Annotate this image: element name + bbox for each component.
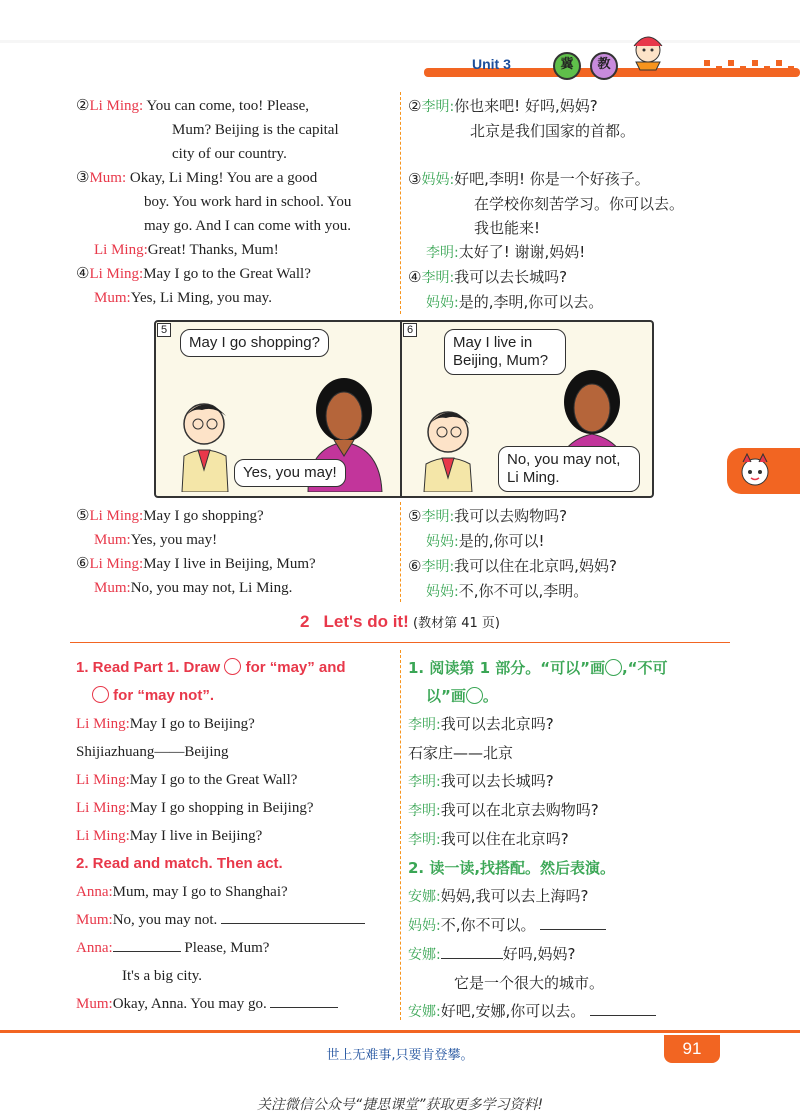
dialog-chinese: [408, 94, 728, 315]
exercise-line: 李明:我可以在北京去购物吗?: [408, 801, 599, 819]
dialog-line: boy. You work hard in school. You: [144, 194, 352, 210]
dialog-line: Mum:Yes, you may!: [94, 532, 218, 548]
footer-rule: [0, 1030, 800, 1033]
speech-bubble-mum-5: Yes, you may!: [234, 459, 346, 487]
section-title: [0, 612, 800, 632]
answer-blank[interactable]: [540, 915, 606, 930]
exercise-line: 安娜:好吧,安娜,你可以去。: [408, 997, 730, 1026]
checker-decoration: [700, 60, 800, 74]
page-number: 91: [664, 1035, 720, 1063]
exercise-line: It's a big city.: [122, 968, 203, 984]
watermark-text: 关注微信公众号“捷思课堂”获取更多学习资料!: [256, 1097, 544, 1113]
dialog-line: Mum? Beijing is the capital: [172, 122, 339, 138]
header-top: [0, 40, 800, 43]
section-number: 2: [300, 612, 310, 631]
exercise-english: [76, 654, 398, 1018]
exercise-line: Li Ming:May I go to the Great Wall?: [76, 772, 298, 788]
instruction-2: 2. Read and match. Then act.: [76, 855, 283, 872]
exercise-line: 石家庄——北京: [408, 744, 514, 762]
speech-bubble-boy-5: May I go shopping?: [180, 329, 329, 357]
answer-blank[interactable]: [590, 1001, 656, 1016]
panel-number: 5: [157, 323, 171, 337]
instruction-1-cn-cont: 以”画 。: [426, 687, 498, 705]
dialog2-english: [76, 504, 396, 600]
dialog-line: Mum:Yes, Li Ming, you may.: [94, 290, 272, 306]
footer-motto: 世上无难事,只要肯登攀。: [326, 1048, 474, 1063]
dialog-line: ②李明:你也来吧! 好吗,妈妈?: [408, 97, 598, 115]
dialog-line: 妈妈:是的,你可以!: [426, 532, 545, 550]
textbook-badge-ji: 冀: [553, 52, 581, 80]
mascot-icon: [626, 32, 676, 72]
exercise-line: 安娜: 好吗,妈妈?: [408, 945, 576, 963]
dialog-english: [76, 94, 396, 310]
speech-bubble-mum-6: No, you may not, Li Ming.: [498, 446, 640, 492]
smile-face-icon: [605, 659, 622, 676]
exercise-line: 它是一个很大的城市。: [454, 974, 605, 992]
exercise-line: Mum:Okay, Anna. You may go.: [76, 990, 398, 1018]
exercise-line: Li Ming:May I go shopping in Beijing?: [76, 800, 314, 816]
dialog-line: ④李明:我可以去长城吗?: [408, 268, 568, 286]
section-heading: Let's do it!: [323, 612, 409, 631]
exercise-line: Anna:Mum, may I go to Shanghai?: [76, 884, 288, 900]
instruction-1-cn: 1. 阅读第 1 部分。“可以”画 ,“不可: [408, 659, 668, 677]
exercise-line: 李明:我可以去长城吗?: [408, 772, 554, 790]
dialog-line: ③Mum: Okay, Li Ming! You are a good: [76, 170, 318, 186]
column-divider-mid: [400, 502, 401, 602]
dialog-line: Li Ming:Great! Thanks, Mum!: [94, 242, 279, 258]
dialog-line: 在学校你刻苦学习。你可以去。: [474, 195, 685, 213]
dialog-line: 李明:太好了! 谢谢,妈妈!: [426, 243, 586, 261]
exercise-line: Li Ming:May I go to Beijing?: [76, 716, 255, 732]
dialog-line: 妈妈:不,你不可以,李明。: [426, 582, 589, 600]
exercise-chinese: [408, 654, 730, 1026]
answer-blank[interactable]: [221, 909, 365, 924]
exercise-line: 安娜:妈妈,我可以去上海吗?: [408, 887, 589, 905]
answer-blank[interactable]: [441, 944, 503, 959]
dialog-line: Mum:No, you may not, Li Ming.: [94, 580, 293, 596]
exercise-line: 妈妈:不,你不可以。: [408, 911, 730, 940]
dialog-line: 妈妈:是的,李明,你可以去。: [426, 293, 604, 311]
column-divider-top: [400, 92, 401, 314]
dialog-line: may go. And I can come with you.: [144, 218, 352, 234]
column-divider-bottom: [400, 650, 401, 1020]
exercise-line: Li Ming:May I live in Beijing?: [76, 828, 263, 844]
instruction-2-cn: 2. 读一读,找搭配。然后表演。: [408, 859, 616, 877]
exercise-line: Mum:No, you may not.: [76, 906, 398, 934]
unit-label: Unit 3: [472, 56, 511, 72]
dialog-line: ⑥李明:我可以住在北京吗,妈妈?: [408, 557, 617, 575]
smile-face-icon: [224, 658, 241, 675]
section-rule: [70, 642, 730, 643]
speech-bubble-boy-6: May I live in Beijing, Mum?: [444, 329, 566, 375]
dialog-line: 北京是我们国家的首都。: [470, 122, 636, 140]
dialog-line: ③妈妈:好吧,李明! 你是一个好孩子。: [408, 170, 650, 188]
dialog-line: ②Li Ming: You can come, too! Please,: [76, 98, 310, 114]
answer-blank[interactable]: [270, 993, 338, 1008]
instruction-1-cont: for “may not”.: [76, 682, 398, 710]
exercise-line: 李明:我可以住在北京吗?: [408, 830, 569, 848]
exercise-line: 李明:我可以去北京吗?: [408, 715, 554, 733]
dialog-line: ⑤Li Ming:May I go shopping?: [76, 508, 264, 524]
exercise-line: Shijiazhuang——Beijing: [76, 744, 229, 760]
sad-face-icon: [466, 687, 483, 704]
panel-number: 6: [403, 323, 417, 337]
fox-mascot-icon: [737, 452, 773, 490]
dialog-line: ④Li Ming:May I go to the Great Wall?: [76, 266, 311, 282]
dialog-line: 我也能来!: [474, 219, 541, 237]
dialog-line: ⑤李明:我可以去购物吗?: [408, 507, 568, 525]
page-reference: (教材第 41 页): [413, 616, 500, 631]
exercise-line: Anna: Please, Mum?: [76, 934, 398, 962]
dialog-line: city of our country.: [172, 146, 287, 162]
textbook-badge-jiao: 教: [590, 52, 618, 80]
instruction-1: 1. Read Part 1. Draw for “may” and: [76, 659, 346, 676]
dialog2-chinese: [408, 504, 728, 604]
answer-blank[interactable]: [113, 937, 181, 952]
sad-face-icon: [92, 686, 109, 703]
comic-panel-divider: [400, 320, 402, 496]
dialog-line: ⑥Li Ming:May I live in Beijing, Mum?: [76, 556, 316, 572]
